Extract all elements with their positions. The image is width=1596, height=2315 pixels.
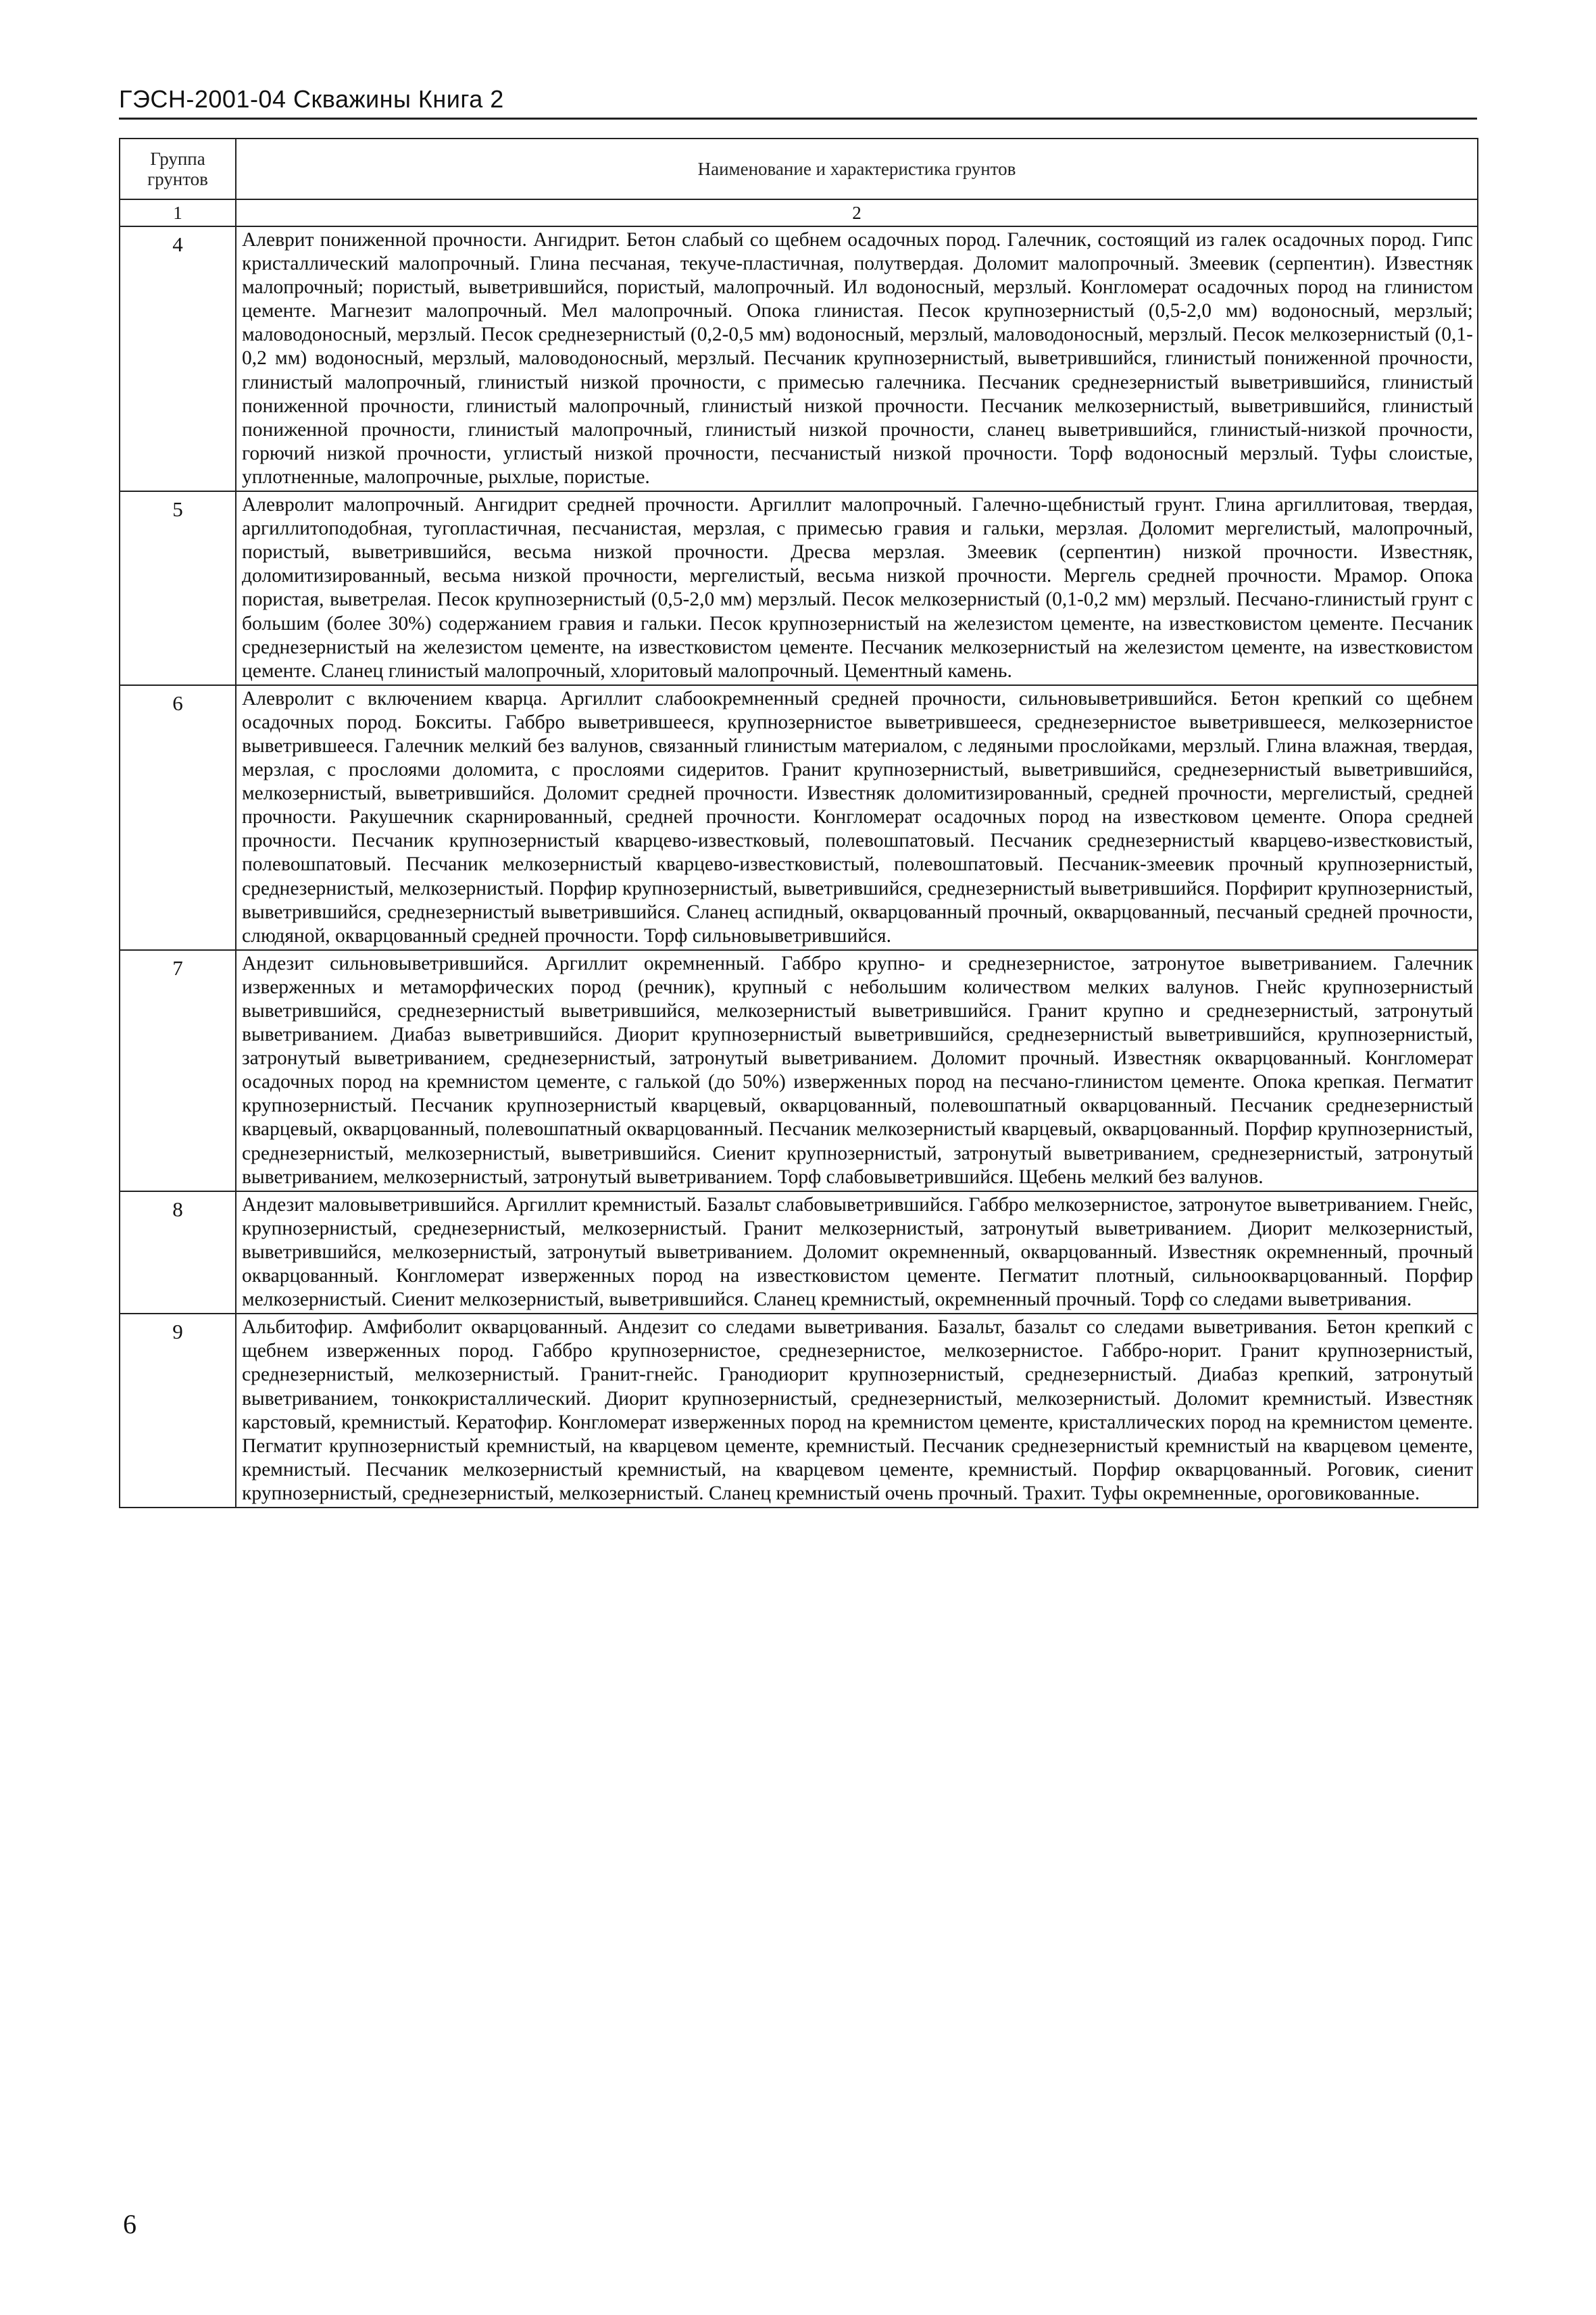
group-number: 6 — [120, 685, 236, 950]
group-number: 8 — [120, 1191, 236, 1314]
group-description: Алеврит пониженной прочности. Ангидрит. Бетон слабый со щебнем осадочных пород. Галечник, состоящий из галек осадочных пород. Гипс кристаллический малопрочный. Глина песчаная, текуче-пластичная, полутвердая. Доломит малопрочный. Змеевик (серпентин). Известняк малопрочный; пористый, выветрившийся, пористый, малопрочный. Ил водоносный, мерзлый. Конгломерат осадочных пород на глинистом цементе. Магнезит малопрочный. Мел малопрочный. Опока глинистая. Песок крупнозернистый (0,5-2,0 мм) водоносный, мерзлый; маловодоносный, мерзлый. Песок среднезернистый (0,2-0,5 мм) водоносный, мерзлый, маловодоносный, мерзлый. Песок мелкозернистый (0,1-0,2 мм) водоносный, мерзлый, маловодоносный, мерзлый. Песчаник крупнозернистый, выветрившийся, глинистый пониженной прочности, глинистый малопрочный, глинистый низкой прочности, с примесью галечника. Песчаник среднезернистый выветрившийся, глинистый пониженной прочности, глинистый малопрочный, глинистый низкой прочности. Песчаник мелкозернистый, выветрившийся, глинистый пониженной прочности, глинистый малопрочный, глинистый низкой прочности, сланец выветрившийся, глинистый-низкой прочности, горючий низкой прочности, углистый низкой прочности, песчанистый низкой прочности. Торф водоносный мерзлый. Туфы слоистые, уплотненные, малопрочные, рыхлые, пористые. — [236, 226, 1478, 491]
group-description: Алевролит с включением кварца. Аргиллит слабоокремненный средней прочности, сильновыветрившийся. Бетон крепкий со щебнем осадочных пород. Бокситы. Габбро выветрившееся, крупнозернистое выветрившееся, среднезернистое выветрившееся, мелкозернистое выветрившееся. Галечник мелкий без валунов, связанный глинистым материалом, с ледяными прослойками, мерзлый. Глина влажная, твердая, мерзлая, с прослоями доломита, с прослоями сидеритов. Гранит крупнозернистый, выветрившийся, среднезернистый выветрившийся, мелкозернистый, выветрившийся. Доломит средней прочности. Известняк доломитизированный, средней прочности, мергелистый, средней прочности. Ракушечник скарнированный, средней прочности. Конгломерат осадочных пород на известковом цементе. Опора средней прочности. Песчаник крупнозернистый кварцево-известковый, полевошпатовый. Песчаник среднезернистый кварцево-известковистый, полевошпатовый. Песчаник мелкозернистый кварцево-известковистый, полевошпатовый. Песчаник-змеевик прочный крупнозернистый, среднезернистый, мелкозернистый. Порфир крупнозернистый, выветрившийся, среднезернистый выветрившийся. Порфирит крупнозернистый, выветрившийся, среднезернистый выветрившийся. Сланец аспидный, окварцованный прочный, окварцованный, песчаный средней прочности, слюдяной, окварцованный средней прочности. Торф сильновыветрившийся. — [236, 685, 1478, 950]
column-header-description: Наименование и характеристика грунтов — [236, 139, 1478, 199]
column-number-2: 2 — [236, 199, 1478, 226]
group-number: 7 — [120, 950, 236, 1191]
table-row — [120, 1314, 1478, 1508]
table-row — [120, 1191, 1478, 1314]
group-description: Альбитофир. Амфиболит окварцованный. Андезит со следами выветривания. Базальт, базальт со следами выветривания. Бетон крепкий с щебнем изверженных пород. Габбро крупнозернистое, среднезернистое, мелкозернистое. Габбро-норит. Гранит крупнозернистый, среднезернистый, мелкозернистый. Гранит-гнейс. Гранодиорит крупнозернистый, среднезернистый. Диабаз крепкий, затронутый выветриванием, тонкокристаллический. Диорит крупнозернистый, среднезернистый, мелкозернистый. Доломит кремнистый. Известняк карстовый, кремнистый. Кератофир. Конгломерат изверженных пород на кремнистом цементе, кристаллических пород на кремнистом цементе. Пегматит крупнозернистый кремнистый, на кварцевом цементе, кремнистый. Песчаник среднезернистый кремнистый на кварцевом цементе, кремнистый. Песчаник мелкозернистый кремнистый, на кварцевом цементе, кремнистый. Порфир окварцованный. Роговик, сиенит крупнозернистый, среднезернистый, мелкозернистый. Сланец кремнистый очень прочный. Трахит. Туфы окремненные, ороговикованные. — [236, 1314, 1478, 1508]
table-row — [120, 950, 1478, 1191]
group-number: 5 — [120, 491, 236, 685]
table-row — [120, 491, 1478, 685]
page-number: 6 — [123, 2209, 136, 2239]
group-description: Алевролит малопрочный. Ангидрит средней прочности. Аргиллит малопрочный. Галечно-щебнистый грунт. Глина аргиллитовая, твердая, аргиллитоподобная, тугопластичная, песчанистая, мерзлая, с примесью гравия и гальки, мерзлая. Доломит мергелистый, малопрочный, пористый, выветрившийся, весьма низкой прочности. Дресва мерзлая. Змеевик (серпентин) низкой прочности. Известняк, доломитизированный, весьма низкой прочности, мергелистый, весьма низкой прочности. Мергель средней прочности. Мрамор. Опока пористая, выветрелая. Песок крупнозернистый (0,5-2,0 мм) мерзлый. Песок мелкозернистый (0,1-0,2 мм) мерзлый. Песчано-глинистый грунт с большим (более 30%) содержанием гравия и гальки. Песок крупнозернистый на железистом цементе, на известковистом цементе. Песчаник среднезернистый на железистом цементе, на известковистом цементе. Песчаник мелкозернистый на железистом цементе, на известковистом цементе. Сланец глинистый малопрочный, хлоритовый малопрочный. Цементный камень. — [236, 491, 1478, 685]
page-header — [119, 85, 1477, 120]
group-description: Андезит сильновыветрившийся. Аргиллит окремненный. Габбро крупно- и среднезернистое, затронутое выветриванием. Галечник изверженных и метаморфических пород (речник), крупный с небольшим количеством мелких валунов. Гнейс крупнозернистый выветрившийся, среднезернистый выветрившийся, мелкозернистый выветрившийся. Гранит крупно и среднезернистый, затронутый выветриванием. Диабаз выветрившийся. Диорит крупнозернистый выветрившийся, среднезернистый выветрившийся, крупнозернистый, затронутый выветриванием, среднезернистый, затронутый выветриванием. Доломит прочный. Известняк окварцованный. Конгломерат осадочных пород на кремнистом цементе, с галькой (до 50%) изверженных пород на песчано-глинистом цементе. Опока крепкая. Пегматит крупнозернистый. Песчаник крупнозернистый кварцевый, окварцованный, полевошпатный окварцованный. Песчаник среднезернистый кварцевый, окварцованный, полевошпатный окварцованный. Песчаник мелкозернистый кварцевый, окварцованный. Порфир крупнозернистый, среднезернистый, мелкозернистый, выветрившийся. Сиенит крупнозернистый, затронутый выветриванием, среднезернистый, затронутый выветриванием, мелкозернистый, затронутый выветриванием. Торф слабовыветрившийся. Щебень мелкий без валунов. — [236, 950, 1478, 1191]
group-description: Андезит маловыветрившийся. Аргиллит кремнистый. Базальт слабовыветрившийся. Габбро мелкозернистое, затронутое выветриванием. Гнейс, крупнозернистый, среднезернистый, мелкозернистый. Гранит мелкозернистый, затронутый выветриванием. Диорит мелкозернистый, выветрившийся, мелкозернистый, затронутый выветриванием. Доломит окремненный, окварцованный. Известняк окремненный, прочный окварцованный. Конгломерат изверженных пород на известковистом цементе. Пегматит плотный, сильноокварцованный. Порфир мелкозернистый. Сиенит мелкозернистый, выветрившийся. Сланец кремнистый, окремненный прочный. Торф со следами выветривания. — [236, 1191, 1478, 1314]
column-number-row — [120, 199, 1478, 226]
group-number: 9 — [120, 1314, 236, 1508]
table-header-row — [120, 139, 1478, 199]
column-header-group: Группа грунтов — [120, 139, 236, 199]
group-number: 4 — [120, 226, 236, 491]
column-number-1: 1 — [120, 199, 236, 226]
table-row — [120, 226, 1478, 491]
table-row — [120, 685, 1478, 950]
soil-groups-table — [119, 138, 1478, 1508]
document-title: ГЭСН-2001-04 Скважины Книга 2 — [119, 85, 504, 113]
